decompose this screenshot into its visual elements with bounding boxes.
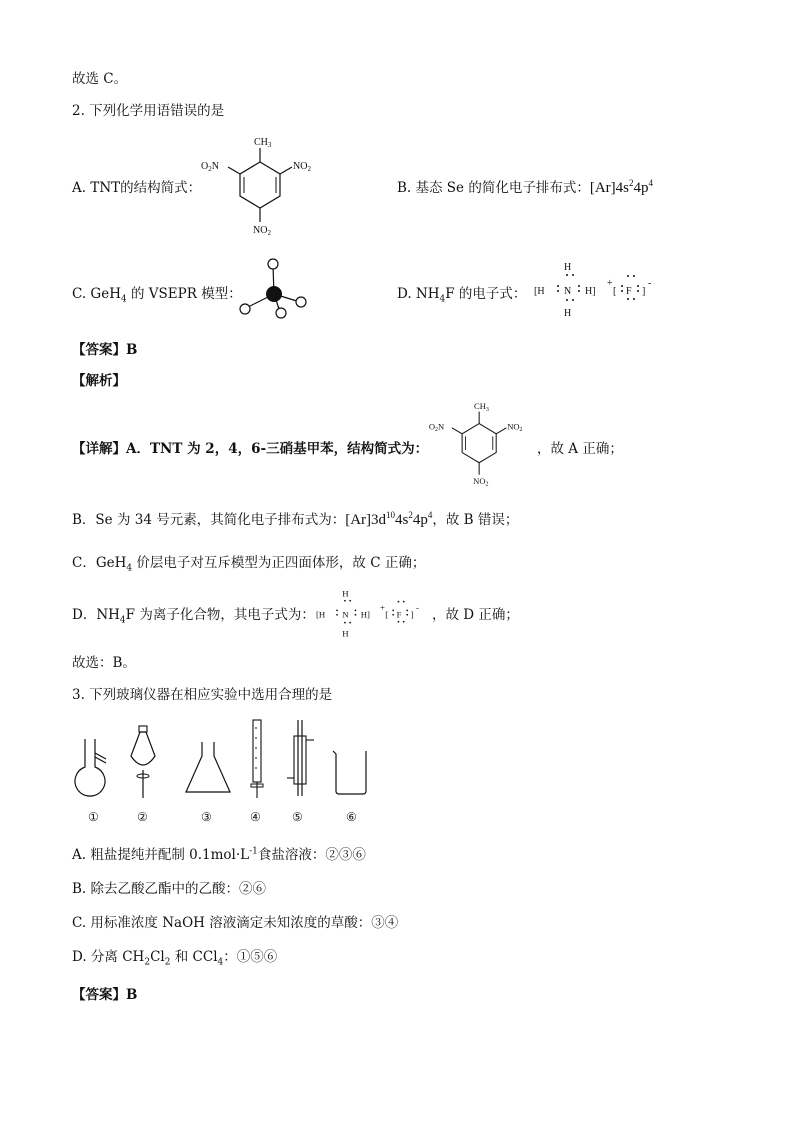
q2-option-a-label: A. TNT的结构简式： xyxy=(72,180,202,196)
svg-text:NO2: $NO_2$ xyxy=(473,476,489,488)
svg-text:F: F xyxy=(396,609,402,620)
separatory-funnel-icon xyxy=(128,724,158,802)
q3-stem: 3. 下列玻璃仪器在相应实验中选用合理的是 xyxy=(72,687,333,703)
svg-text:H]: H] xyxy=(360,609,370,620)
q2-analysis-heading: 【解析】 xyxy=(72,373,126,389)
q3-option-d: D. 分离 $CH_2Cl_2$ 和 CCl$_4$：①⑤⑥ xyxy=(72,949,278,968)
nh4f-left-bracket: [H xyxy=(534,286,545,297)
q2-detail-d-tail: ，故 D 正确； xyxy=(432,607,519,623)
q2-option-b: B. 基态 Se 的简化电子排布式：$[Ar]4s^24p^4$ xyxy=(397,178,653,196)
svg-text:H: H xyxy=(342,588,349,599)
glassware-label-1: ① xyxy=(88,810,99,824)
vsepr-tetrahedral-model xyxy=(236,254,308,320)
q3-option-c: C. 用标准浓度 NaOH 溶液滴定未知浓度的草酸：③④ xyxy=(72,915,399,931)
glassware-label-5: ⑤ xyxy=(292,810,303,824)
glassware-label-6: ⑥ xyxy=(346,810,357,824)
tnt-structure-a xyxy=(196,132,326,240)
burette-icon xyxy=(247,718,267,800)
tnt-no2-bottom-label: $NO_2$ xyxy=(253,225,271,237)
nh4f-minus: - xyxy=(648,278,652,289)
glassware-label-3: ③ xyxy=(201,810,212,824)
nh4f-anion-open: [ xyxy=(613,286,617,297)
conical-flask-icon xyxy=(183,740,233,796)
nh4f-f: F xyxy=(626,286,632,297)
beaker-icon xyxy=(330,748,372,796)
tnt-structure-detail xyxy=(420,398,540,490)
q3-option-b: B. 除去乙酸乙酯中的乙酸：②⑥ xyxy=(72,881,267,897)
q2-detail-b: B．Se 为 34 号元素，其简化电子排布式为：$[Ar]3d^{10}4s^24p^4$，故 B 错误； xyxy=(72,510,519,528)
tnt-no2-right-label: $NO_2$ xyxy=(293,161,311,173)
q2-detail-a: 【详解】A．TNT 为 2，4，6-三硝基甲苯，结构简式为： xyxy=(72,441,429,457)
svg-text:O2N: $O_2N$ xyxy=(428,421,445,434)
nh4f-anion-close: ] xyxy=(642,286,646,297)
svg-text:H: H xyxy=(342,628,349,639)
svg-text:]: ] xyxy=(410,609,414,620)
nh4f-plus: + xyxy=(607,278,613,289)
svg-text:[: [ xyxy=(385,609,389,620)
q2-option-c: C. GeH$_4$ 的 VSEPR 模型： xyxy=(72,286,242,305)
nh4f-electron-formula-option xyxy=(534,256,664,322)
nh4f-bottom-h: H xyxy=(564,308,572,319)
tnt-ch3-label: $CH_3$ xyxy=(254,137,272,149)
condenser-icon xyxy=(284,718,316,800)
nh4f-top-h: H xyxy=(564,262,572,273)
svg-text:-: - xyxy=(415,602,419,613)
nh4f-n: N xyxy=(564,286,572,297)
q2-stem: 2. 下列化学用语错误的是 xyxy=(72,103,225,119)
q2-option-d-label: D. $NH_4F$ 的电子式： xyxy=(397,286,527,305)
glassware-label-2: ② xyxy=(137,810,148,824)
svg-text:[H: [H xyxy=(316,609,326,620)
tnt-o2n-label: $O_2N$ xyxy=(201,161,219,173)
glassware-label-4: ④ xyxy=(250,810,261,824)
svg-text:+: + xyxy=(380,602,385,613)
q2-detail-d: D．$NH_4F$ 为离子化合物，其电子式为： xyxy=(72,607,315,626)
q1-conclusion: 故选 C。 xyxy=(72,71,128,87)
svg-text:N: N xyxy=(342,609,349,620)
q2-conclusion: 故选：B。 xyxy=(72,655,136,671)
nh4f-right-bracket: H] xyxy=(585,286,596,297)
q2-detail-a-suffix: ，故 A 正确； xyxy=(537,441,623,457)
q3-option-a: A. 粗盐提纯并配制 $0.1mol\cdot L^{-1}$食盐溶液：②③⑥ xyxy=(72,846,366,863)
q3-answer: 【答案】B xyxy=(72,987,138,1003)
round-bottom-flask-with-sidearm-icon xyxy=(72,737,108,799)
svg-text:CH3: $CH_3$ xyxy=(474,401,489,413)
nh4f-electron-formula-detail xyxy=(316,584,430,642)
svg-text:NO2: $NO_2$ xyxy=(507,421,523,434)
q2-detail-c: C．GeH$_4$ 价层电子对互斥模型为正四面体形，故 C 正确； xyxy=(72,555,426,574)
q2-answer: 【答案】B xyxy=(72,342,138,358)
